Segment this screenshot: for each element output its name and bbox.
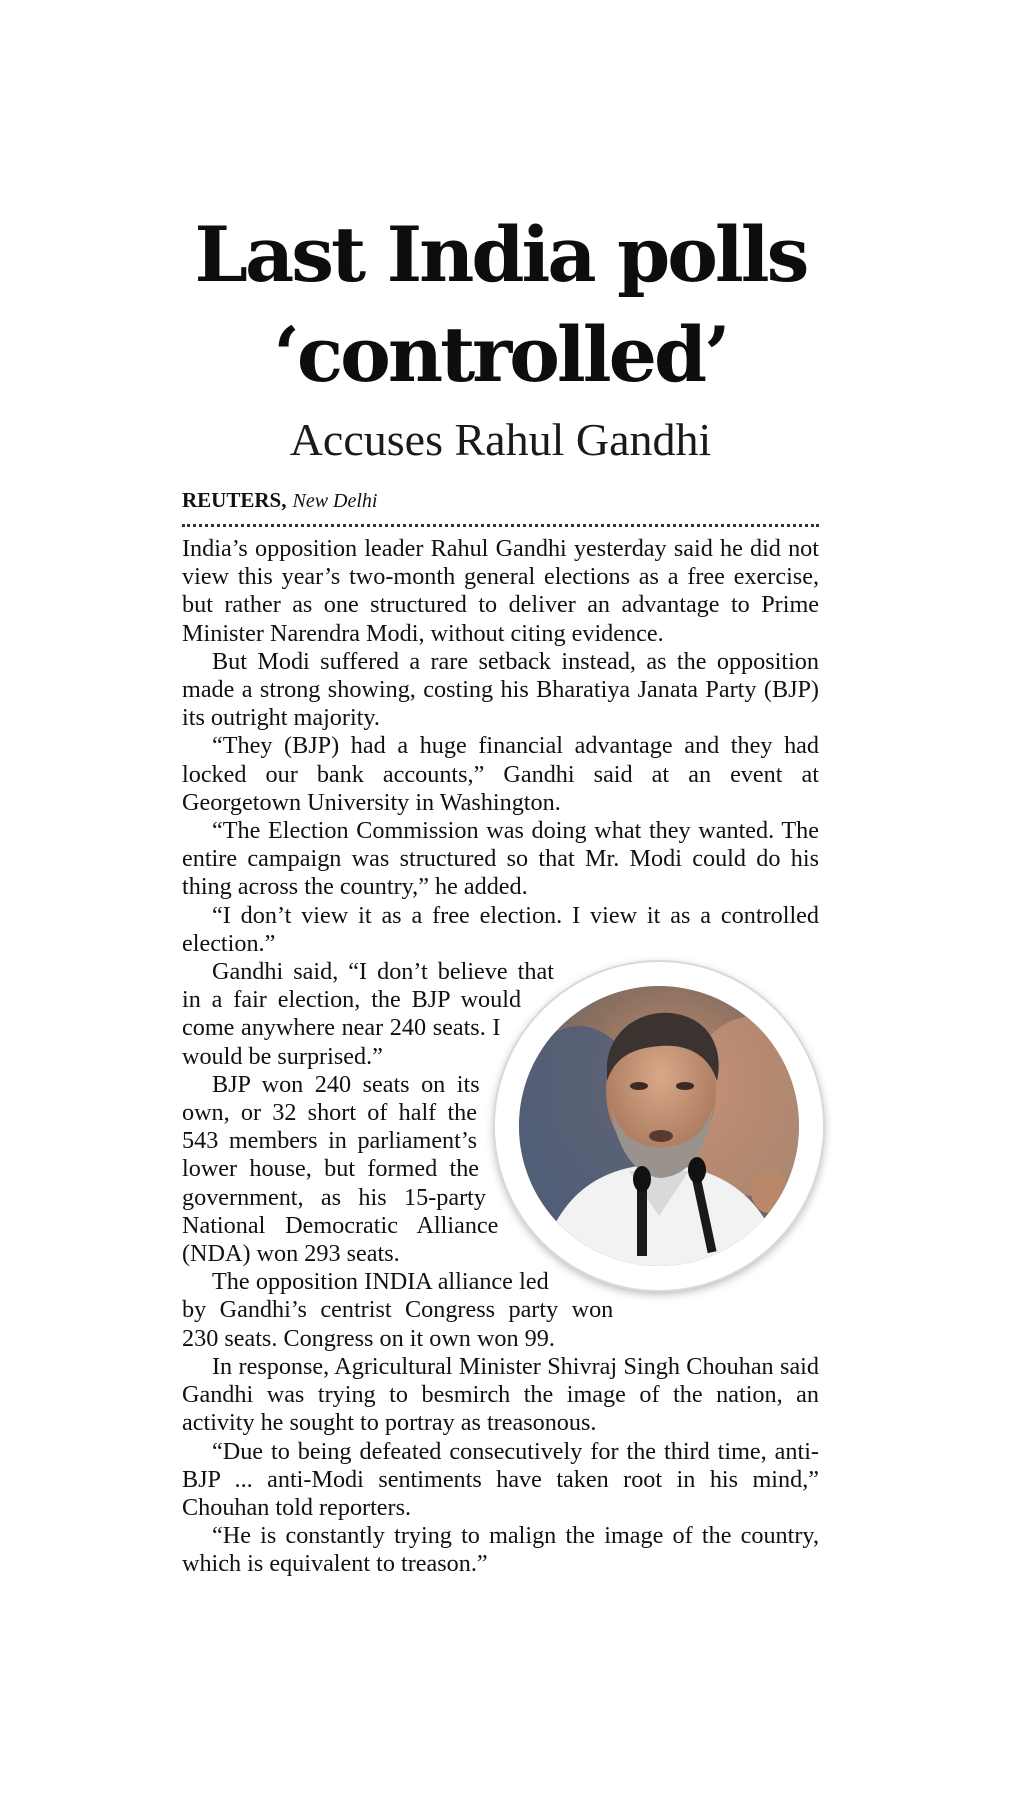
paragraph: India’s opposition leader Rahul Gandhi yesterday said he did not view this year’s two-month general elections as a free exercise, but rather as one structured to deliver an advantage to Prime Minister Narendra Modi, without citing evidence. xyxy=(182,535,819,647)
portrait-photo xyxy=(491,958,831,1298)
paragraph: BJP won 240 seats on its own, or 32 short of half the 543 members in parliament’s lower house, but formed the government, as his 15-party National Democratic Alliance (NDA) won 293 seats. xyxy=(182,1070,499,1268)
article xyxy=(182,205,819,1579)
paragraph: “They (BJP) had a huge financial advantage and they had locked our bank accounts,” Gandhi said at an event at Georgetown University in Washington. xyxy=(182,732,819,816)
paragraph: But Modi suffered a rare setback instead, as the opposition made a strong showing, costing his Bharatiya Janata Party (BJP) its outright majority. xyxy=(182,647,819,732)
paragraph: “The Election Commission was doing what they wanted. The entire campaign was structured so that Mr. Modi could do his thing across the country,” he added. xyxy=(182,817,819,901)
headline-line-1: Last India polls xyxy=(194,210,807,299)
headline xyxy=(182,205,819,405)
subheadline: Accuses Rahul Gandhi xyxy=(289,414,712,465)
article-body xyxy=(182,535,819,1579)
paragraph: “Due to being defeated consecutively for the third time, anti-BJP ... anti-Modi sentiments have taken root in his mind,” Chouhan told reporters. xyxy=(182,1437,819,1521)
paragraph: In response, Agricultural Minister Shivraj Singh Chouhan said Gandhi was trying to besmirch the image of the nation, an activity he sought to portray as treasonous. xyxy=(182,1352,819,1437)
byline-place: New Delhi xyxy=(292,490,378,512)
paragraph: Gandhi said, “I don’t believe that in a fair election, the BJP would come anywhere near 240 seats. I would be surprised.” xyxy=(182,958,554,1070)
portrait-image xyxy=(519,986,799,1266)
paragraph: “He is constantly trying to malign the image of the country, which is equivalent to treason.” xyxy=(182,1522,819,1578)
headline-line-2: ‘controlled’ xyxy=(273,310,728,399)
byline-agency: REUTERS, xyxy=(182,488,287,512)
paragraph: “I don’t view it as a free election. I view it as a controlled election.” xyxy=(182,901,819,957)
byline xyxy=(182,487,819,527)
paragraph: The opposition INDIA alliance led by Gandhi’s centrist Congress party won 230 seats. Congress on it own won 99. xyxy=(182,1268,614,1352)
